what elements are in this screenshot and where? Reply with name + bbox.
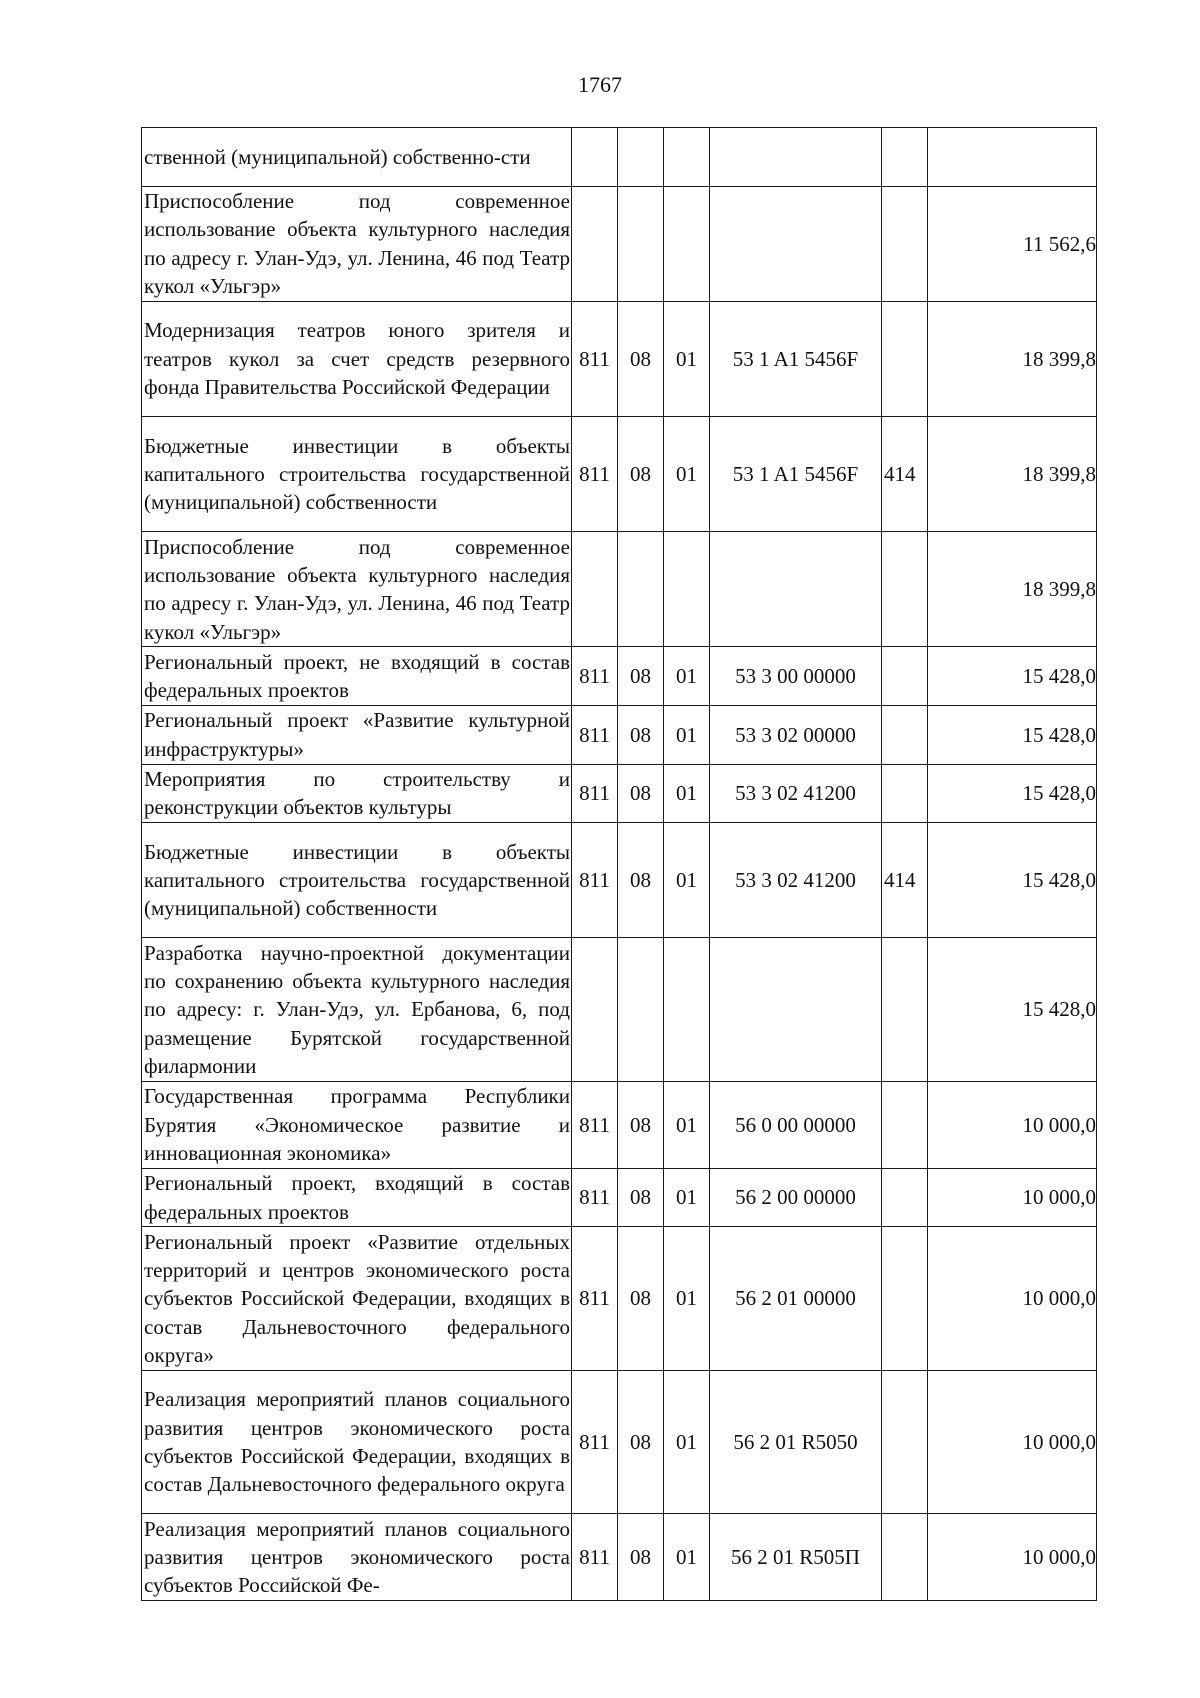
- admin-code: 811: [572, 1168, 618, 1227]
- amount: [928, 128, 1097, 187]
- amount: 15 428,0: [928, 764, 1097, 823]
- admin-code: [572, 186, 618, 301]
- admin-code: [572, 938, 618, 1082]
- row-description: Государственная программа Республики Бурятия «Экономическое развитие и инновационная экономика»: [142, 1081, 572, 1168]
- page-number: 1767: [578, 72, 622, 97]
- subsection-code: 01: [664, 764, 710, 823]
- expense-type-code: [882, 301, 928, 416]
- row-description: Региональный проект, не входящий в состав федеральных проектов: [142, 647, 572, 706]
- amount: 10 000,0: [928, 1370, 1097, 1514]
- admin-code: 811: [572, 647, 618, 706]
- expense-type-code: 414: [882, 823, 928, 938]
- expense-type-code: [882, 938, 928, 1082]
- table-body: [142, 128, 1097, 1601]
- amount: 10 000,0: [928, 1514, 1097, 1601]
- subsection-code: [664, 186, 710, 301]
- target-article-code: 53 1 A1 5456F: [710, 416, 882, 531]
- target-article-code: 53 3 02 41200: [710, 764, 882, 823]
- section-code: 08: [618, 1168, 664, 1227]
- row-description: Модернизация театров юного зрителя и театров кукол за счет средств резервного фонда Правительства Российской Федерации: [142, 301, 572, 416]
- section-code: 08: [618, 1081, 664, 1168]
- row-description: Региональный проект «Развитие культурной инфраструктуры»: [142, 705, 572, 764]
- table-row: [142, 301, 1097, 416]
- table-row: [142, 705, 1097, 764]
- table-row: [142, 764, 1097, 823]
- amount: 15 428,0: [928, 647, 1097, 706]
- section-code: 08: [618, 1370, 664, 1514]
- amount: 15 428,0: [928, 705, 1097, 764]
- subsection-code: 01: [664, 705, 710, 764]
- admin-code: 811: [572, 301, 618, 416]
- target-article-code: [710, 128, 882, 187]
- admin-code: 811: [572, 1081, 618, 1168]
- section-code: [618, 128, 664, 187]
- admin-code: 811: [572, 764, 618, 823]
- target-article-code: 56 2 01 R505П: [710, 1514, 882, 1601]
- budget-table: [141, 127, 1097, 1601]
- expense-type-code: [882, 1168, 928, 1227]
- table-row: [142, 1227, 1097, 1371]
- target-article-code: 56 2 00 00000: [710, 1168, 882, 1227]
- admin-code: 811: [572, 705, 618, 764]
- admin-code: [572, 128, 618, 187]
- admin-code: 811: [572, 1370, 618, 1514]
- admin-code: [572, 532, 618, 647]
- expense-type-code: [882, 705, 928, 764]
- amount: 15 428,0: [928, 823, 1097, 938]
- subsection-code: 01: [664, 1081, 710, 1168]
- target-article-code: [710, 186, 882, 301]
- admin-code: 811: [572, 823, 618, 938]
- amount: 18 399,8: [928, 301, 1097, 416]
- table-row: [142, 938, 1097, 1082]
- amount: 10 000,0: [928, 1227, 1097, 1371]
- expense-type-code: [882, 764, 928, 823]
- row-description: Приспособление под современное использование объекта культурного наследия по адресу г. Улан-Удэ, ул. Ленина, 46 под Театр кукол «Ульгэр»: [142, 186, 572, 301]
- target-article-code: 53 3 00 00000: [710, 647, 882, 706]
- table-row: [142, 416, 1097, 531]
- section-code: 08: [618, 647, 664, 706]
- table-row: [142, 128, 1097, 187]
- section-code: 08: [618, 1227, 664, 1371]
- row-description: Разработка научно-проектной документации по сохранению объекта культурного наследия по адресу: г. Улан-Удэ, ул. Ербанова, 6, под размещение Бурятской государственной филармонии: [142, 938, 572, 1082]
- table-row: [142, 1514, 1097, 1601]
- section-code: [618, 186, 664, 301]
- expense-type-code: [882, 532, 928, 647]
- amount: 10 000,0: [928, 1081, 1097, 1168]
- section-code: 08: [618, 823, 664, 938]
- amount: 15 428,0: [928, 938, 1097, 1082]
- subsection-code: 01: [664, 1227, 710, 1371]
- expense-type-code: [882, 647, 928, 706]
- table-row: [142, 532, 1097, 647]
- amount: 11 562,6: [928, 186, 1097, 301]
- subsection-code: [664, 532, 710, 647]
- row-description: Реализация мероприятий планов социального развития центров экономического роста субъектов Российской Федерации, входящих в состав Дальневосточного федерального округа: [142, 1370, 572, 1514]
- amount: 18 399,8: [928, 532, 1097, 647]
- section-code: [618, 532, 664, 647]
- row-description: Приспособление под современное использование объекта культурного наследия по адресу г. Улан-Удэ, ул. Ленина, 46 под Театр кукол «Ульгэр»: [142, 532, 572, 647]
- table-row: [142, 1168, 1097, 1227]
- admin-code: 811: [572, 1227, 618, 1371]
- admin-code: 811: [572, 1514, 618, 1601]
- subsection-code: 01: [664, 301, 710, 416]
- target-article-code: [710, 938, 882, 1082]
- row-description: Бюджетные инвестиции в объекты капитального строительства государственной (муниципальной) собственности: [142, 416, 572, 531]
- target-article-code: 53 3 02 00000: [710, 705, 882, 764]
- subsection-code: 01: [664, 1370, 710, 1514]
- section-code: 08: [618, 705, 664, 764]
- section-code: 08: [618, 416, 664, 531]
- target-article-code: 56 0 00 00000: [710, 1081, 882, 1168]
- expense-type-code: [882, 1370, 928, 1514]
- row-description: Реализация мероприятий планов социального развития центров экономического роста субъектов Российской Фе-: [142, 1514, 572, 1601]
- target-article-code: 56 2 01 00000: [710, 1227, 882, 1371]
- row-description: Региональный проект, входящий в состав федеральных проектов: [142, 1168, 572, 1227]
- table-row: [142, 186, 1097, 301]
- target-article-code: 53 3 02 41200: [710, 823, 882, 938]
- admin-code: 811: [572, 416, 618, 531]
- table-row: [142, 647, 1097, 706]
- row-description: ственной (муниципальной) собственно-сти: [142, 128, 572, 187]
- table-row: [142, 1081, 1097, 1168]
- row-description: Региональный проект «Развитие отдельных территорий и центров экономического роста субъектов Российской Федерации, входящих в состав Дальневосточного федерального округа»: [142, 1227, 572, 1371]
- row-description: Бюджетные инвестиции в объекты капитального строительства государственной (муниципальной) собственности: [142, 823, 572, 938]
- section-code: 08: [618, 1514, 664, 1601]
- subsection-code: [664, 128, 710, 187]
- section-code: [618, 938, 664, 1082]
- amount: 18 399,8: [928, 416, 1097, 531]
- expense-type-code: 414: [882, 416, 928, 531]
- subsection-code: 01: [664, 823, 710, 938]
- subsection-code: 01: [664, 416, 710, 531]
- expense-type-code: [882, 128, 928, 187]
- section-code: 08: [618, 301, 664, 416]
- subsection-code: [664, 938, 710, 1082]
- subsection-code: 01: [664, 1514, 710, 1601]
- section-code: 08: [618, 764, 664, 823]
- subsection-code: 01: [664, 1168, 710, 1227]
- expense-type-code: [882, 1514, 928, 1601]
- expense-type-code: [882, 1227, 928, 1371]
- table-row: [142, 1370, 1097, 1514]
- row-description: Мероприятия по строительству и реконструкции объектов культуры: [142, 764, 572, 823]
- target-article-code: [710, 532, 882, 647]
- subsection-code: 01: [664, 647, 710, 706]
- table-row: [142, 823, 1097, 938]
- target-article-code: 56 2 01 R5050: [710, 1370, 882, 1514]
- expense-type-code: [882, 186, 928, 301]
- expense-type-code: [882, 1081, 928, 1168]
- target-article-code: 53 1 A1 5456F: [710, 301, 882, 416]
- amount: 10 000,0: [928, 1168, 1097, 1227]
